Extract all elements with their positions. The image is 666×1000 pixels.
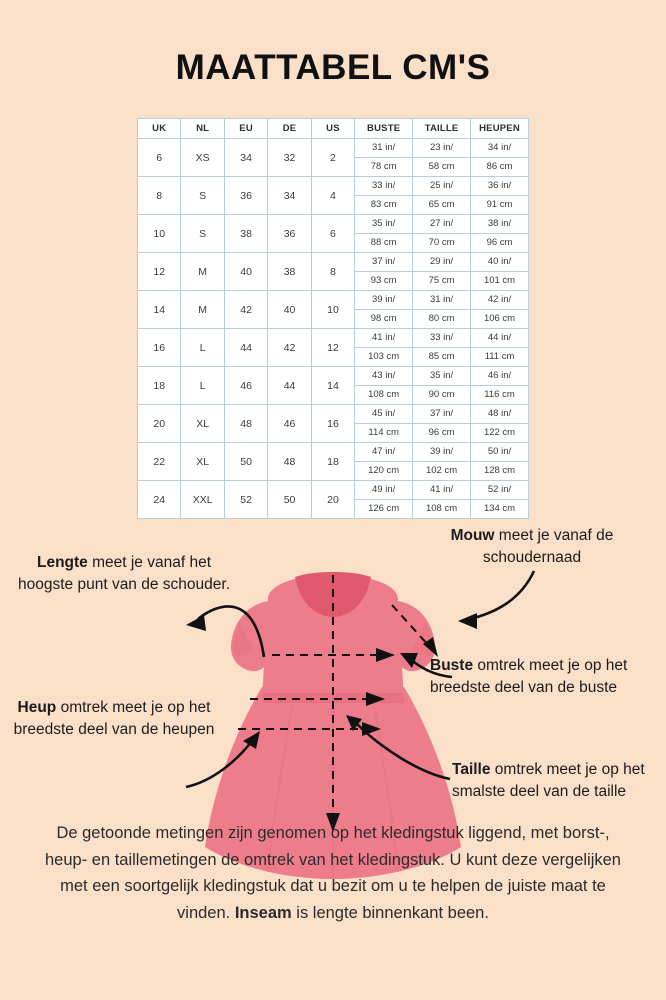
cell-buste-cm: 98 cm	[355, 310, 413, 329]
cell-de: 32	[268, 139, 311, 177]
cell-taille-in: 23 in/	[413, 139, 471, 158]
cell-de: 46	[268, 405, 311, 443]
cell-buste-cm: 78 cm	[355, 158, 413, 177]
cell-taille-in: 39 in/	[413, 443, 471, 462]
cell-buste-in: 33 in/	[355, 177, 413, 196]
cell-taille-cm: 58 cm	[413, 158, 471, 177]
cell-eu: 44	[224, 329, 267, 367]
cell-taille-cm: 85 cm	[413, 348, 471, 367]
column-header-buste: BUSTE	[355, 119, 413, 139]
cell-uk: 22	[138, 443, 181, 481]
cell-eu: 48	[224, 405, 267, 443]
cell-eu: 34	[224, 139, 267, 177]
annotation-heup	[6, 697, 222, 742]
annotation-lengte-text: meet je vanaf het hoogste punt van de schouder.	[18, 554, 230, 594]
cell-taille-in: 35 in/	[413, 367, 471, 386]
cell-nl: S	[181, 215, 224, 253]
cell-buste-cm: 93 cm	[355, 272, 413, 291]
cell-us: 16	[311, 405, 354, 443]
annotation-heup-term: Heup	[17, 699, 57, 716]
cell-de: 34	[268, 177, 311, 215]
cell-de: 50	[268, 481, 311, 519]
cell-nl: XL	[181, 405, 224, 443]
annotation-buste-text: omtrek meet je op het breedste deel van de buste	[430, 657, 628, 697]
cell-heupen-cm: 116 cm	[471, 386, 529, 405]
cell-us: 18	[311, 443, 354, 481]
page-title: MAATTABEL CM'S	[175, 48, 491, 87]
cell-nl: XL	[181, 443, 224, 481]
cell-buste-in: 43 in/	[355, 367, 413, 386]
cell-buste-cm: 108 cm	[355, 386, 413, 405]
cell-us: 20	[311, 481, 354, 519]
cell-us: 14	[311, 367, 354, 405]
cell-heupen-in: 42 in/	[471, 291, 529, 310]
annotation-buste-term: Buste	[430, 657, 474, 674]
table-row	[138, 481, 529, 500]
annotation-mouw-text: meet je vanaf de schoudernaad	[482, 527, 614, 567]
cell-heupen-cm: 91 cm	[471, 196, 529, 215]
cell-heupen-in: 40 in/	[471, 253, 529, 272]
cell-heupen-in: 44 in/	[471, 329, 529, 348]
column-header-heupen: HEUPEN	[471, 119, 529, 139]
cell-taille-in: 41 in/	[413, 481, 471, 500]
cell-eu: 42	[224, 291, 267, 329]
cell-taille-cm: 65 cm	[413, 196, 471, 215]
cell-de: 42	[268, 329, 311, 367]
cell-heupen-in: 36 in/	[471, 177, 529, 196]
annotation-mouw	[424, 525, 640, 570]
cell-buste-cm: 88 cm	[355, 234, 413, 253]
cell-uk: 20	[138, 405, 181, 443]
cell-heupen-in: 38 in/	[471, 215, 529, 234]
cell-heupen-in: 52 in/	[471, 481, 529, 500]
cell-us: 2	[311, 139, 354, 177]
cell-nl: L	[181, 329, 224, 367]
annotation-taille-text: omtrek meet je op het smalste deel van de taille	[452, 761, 645, 801]
cell-eu: 52	[224, 481, 267, 519]
cell-heupen-in: 50 in/	[471, 443, 529, 462]
cell-heupen-cm: 96 cm	[471, 234, 529, 253]
column-header-eu: EU	[224, 119, 267, 139]
cell-de: 36	[268, 215, 311, 253]
cell-heupen-cm: 106 cm	[471, 310, 529, 329]
annotation-buste	[430, 655, 642, 700]
footer-note	[34, 820, 632, 927]
annotation-mouw-term: Mouw	[450, 527, 495, 544]
cell-taille-cm: 80 cm	[413, 310, 471, 329]
table-row	[138, 139, 529, 158]
cell-uk: 8	[138, 177, 181, 215]
cell-heupen-cm: 86 cm	[471, 158, 529, 177]
table-row	[138, 405, 529, 424]
cell-eu: 38	[224, 215, 267, 253]
cell-eu: 36	[224, 177, 267, 215]
cell-uk: 16	[138, 329, 181, 367]
table-row	[138, 329, 529, 348]
annotation-lengte	[8, 552, 240, 597]
annotation-lengte-term: Lengte	[36, 554, 88, 571]
cell-uk: 12	[138, 253, 181, 291]
cell-de: 48	[268, 443, 311, 481]
size-table	[137, 118, 529, 519]
cell-uk: 14	[138, 291, 181, 329]
table-row	[138, 253, 529, 272]
cell-taille-cm: 108 cm	[413, 500, 471, 519]
table-row	[138, 291, 529, 310]
cell-heupen-cm: 101 cm	[471, 272, 529, 291]
cell-eu: 46	[224, 367, 267, 405]
table-row	[138, 215, 529, 234]
cell-uk: 18	[138, 367, 181, 405]
cell-buste-in: 47 in/	[355, 443, 413, 462]
cell-buste-in: 35 in/	[355, 215, 413, 234]
cell-buste-cm: 83 cm	[355, 196, 413, 215]
cell-taille-cm: 90 cm	[413, 386, 471, 405]
column-header-uk: UK	[138, 119, 181, 139]
cell-heupen-cm: 134 cm	[471, 500, 529, 519]
column-header-nl: NL	[181, 119, 224, 139]
cell-us: 10	[311, 291, 354, 329]
cell-buste-in: 41 in/	[355, 329, 413, 348]
cell-buste-in: 31 in/	[355, 139, 413, 158]
cell-nl: XS	[181, 139, 224, 177]
cell-de: 44	[268, 367, 311, 405]
cell-uk: 24	[138, 481, 181, 519]
cell-taille-cm: 75 cm	[413, 272, 471, 291]
cell-heupen-in: 34 in/	[471, 139, 529, 158]
footer-note-bold: Inseam	[234, 904, 292, 923]
cell-heupen-cm: 111 cm	[471, 348, 529, 367]
cell-us: 8	[311, 253, 354, 291]
column-header-taille: TAILLE	[413, 119, 471, 139]
cell-buste-cm: 103 cm	[355, 348, 413, 367]
size-table-container	[137, 118, 529, 519]
cell-eu: 50	[224, 443, 267, 481]
footer-note-part1: De getoonde metingen zijn genomen op het kledingstuk liggend, met borst-, heup- en taillemetingen de omtrek van het kledingstuk. U kunt deze vergelijken met een soortgelijk kledingstuk dat u bezit om u te helpen de juiste maat te vinden.	[44, 824, 621, 923]
table-row	[138, 443, 529, 462]
cell-taille-in: 25 in/	[413, 177, 471, 196]
table-row	[138, 367, 529, 386]
cell-nl: L	[181, 367, 224, 405]
cell-buste-in: 39 in/	[355, 291, 413, 310]
annotation-heup-text: omtrek meet je op het breedste deel van de heupen	[13, 699, 215, 739]
annotation-taille	[452, 759, 654, 804]
table-row	[138, 177, 529, 196]
footer-note-part2: is lengte binnenkant been.	[291, 904, 489, 923]
cell-de: 38	[268, 253, 311, 291]
cell-heupen-cm: 128 cm	[471, 462, 529, 481]
cell-taille-cm: 70 cm	[413, 234, 471, 253]
cell-nl: XXL	[181, 481, 224, 519]
cell-taille-in: 37 in/	[413, 405, 471, 424]
cell-taille-in: 31 in/	[413, 291, 471, 310]
table-header-row	[138, 119, 529, 139]
cell-buste-cm: 126 cm	[355, 500, 413, 519]
column-header-de: DE	[268, 119, 311, 139]
cell-taille-in: 29 in/	[413, 253, 471, 272]
cell-uk: 10	[138, 215, 181, 253]
annotation-taille-term: Taille	[452, 761, 491, 778]
cell-taille-cm: 96 cm	[413, 424, 471, 443]
cell-heupen-cm: 122 cm	[471, 424, 529, 443]
cell-nl: S	[181, 177, 224, 215]
cell-buste-in: 49 in/	[355, 481, 413, 500]
cell-us: 12	[311, 329, 354, 367]
cell-buste-cm: 120 cm	[355, 462, 413, 481]
cell-buste-in: 37 in/	[355, 253, 413, 272]
cell-us: 4	[311, 177, 354, 215]
cell-heupen-in: 48 in/	[471, 405, 529, 424]
cell-buste-cm: 114 cm	[355, 424, 413, 443]
table-body	[138, 139, 529, 519]
cell-uk: 6	[138, 139, 181, 177]
cell-nl: M	[181, 253, 224, 291]
cell-eu: 40	[224, 253, 267, 291]
cell-de: 40	[268, 291, 311, 329]
cell-nl: M	[181, 291, 224, 329]
cell-buste-in: 45 in/	[355, 405, 413, 424]
column-header-us: US	[311, 119, 354, 139]
cell-us: 6	[311, 215, 354, 253]
cell-taille-in: 33 in/	[413, 329, 471, 348]
cell-taille-in: 27 in/	[413, 215, 471, 234]
cell-taille-cm: 102 cm	[413, 462, 471, 481]
cell-heupen-in: 46 in/	[471, 367, 529, 386]
